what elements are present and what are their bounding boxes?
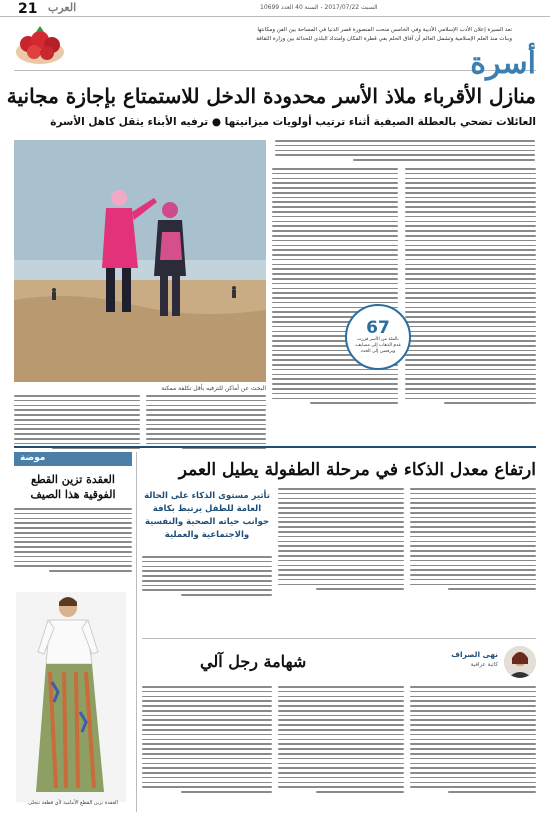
- photo-caption: البحث عن أماكن للترفيه بأقل تكلفة ممكنة: [161, 385, 266, 392]
- story2-column-1: [410, 488, 536, 590]
- promo-text: تعد السيرة إعلان الأدب الإسلامي الأديبة وفي الخامس منحت المنصورة قصر الدنيا في المساحة بين الفن ومكانتها وبنات منذ العلم الإسلامية وتشمل العالم أن آفاق الحلم بفي قطرة المكان وامتداد البلدي للحداثة بين وزارة الثقافة: [256, 27, 512, 42]
- quote-number: 67: [366, 318, 390, 338]
- lead-column-3: [14, 395, 140, 449]
- page-number: 21: [18, 1, 38, 17]
- story2-title: ارتفاع معدل الذكاء في مرحلة الطفولة يطيل العمر: [178, 460, 536, 480]
- story2-column-3: [142, 556, 272, 596]
- story2-column-2: [278, 488, 404, 590]
- promo-image: [14, 22, 66, 66]
- lead-photo: [14, 140, 266, 382]
- fashion-caption: العقدة تزين القطع الأمامية لأي قطعة تتجلى: [28, 800, 118, 806]
- author-avatar: [504, 646, 536, 678]
- fashion-model-photo: [16, 592, 126, 802]
- lead-subtitle: العائلات تضحي بالعطلة الصيفية أثناء ترتيب أولويات ميزانيتها ● ترفيه الأبناء يثقل كاهل الأسرة: [50, 116, 536, 128]
- lead-column-4: [146, 395, 266, 449]
- brand-logo: العرب: [48, 1, 77, 14]
- lead-column-1: [405, 168, 536, 404]
- lead-intro: [275, 140, 535, 161]
- date-line: السبت 2017/07/22 - السنة 40 العدد 10699: [260, 4, 378, 11]
- column-rule: [136, 452, 137, 812]
- column-title: شهامة رجل آلي: [200, 652, 307, 671]
- quote-circle: [345, 304, 411, 370]
- fashion-title: العقدة تزين القطع الفوقية هذا الصيف: [30, 473, 116, 501]
- author-name: نهى الصراف: [451, 650, 498, 659]
- fashion-tag: موضة: [20, 453, 46, 463]
- strawberries-icon: [14, 22, 66, 66]
- fashion-text-top: [14, 508, 132, 572]
- section-name: أسرة: [470, 46, 536, 81]
- lead-title: منازل الأقرباء ملاذ الأسر محدودة الدخل للاستمتاع بإجازة مجانية: [6, 84, 536, 108]
- divider: [14, 70, 536, 71]
- author-role: كاتبة عراقية: [470, 662, 498, 668]
- column-text-3: [142, 686, 272, 793]
- column-text-2: [278, 686, 404, 793]
- story2-pullquote: تأثير مستوى الذكاء على الحالة العامة للطفل يرتبط بكافة جوانب حياته الصحية والنفسية والاجتماعية والعملية: [144, 491, 270, 540]
- column-text-1: [410, 686, 536, 793]
- divider-2: [142, 638, 536, 639]
- quote-text: بالمئة من الأسر قررت عدم الذهاب إلى مصايف، ويرفضن إلى الجدد: [354, 337, 402, 354]
- section-divider: [14, 446, 536, 448]
